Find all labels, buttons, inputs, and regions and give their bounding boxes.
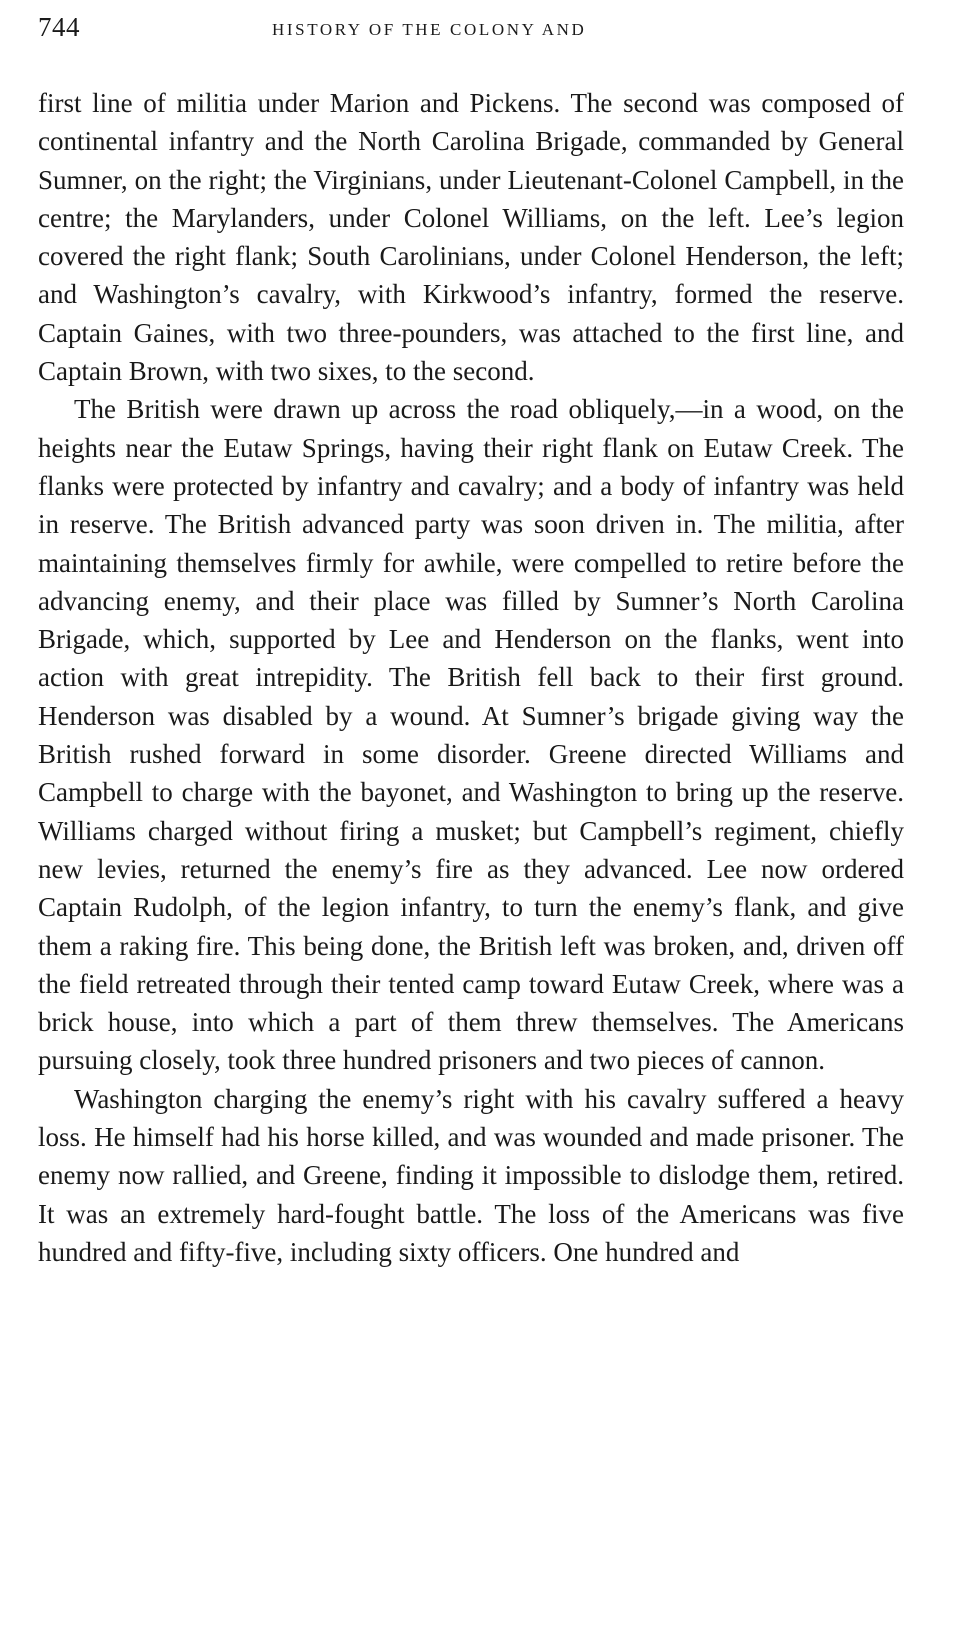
running-head: HISTORY OF THE COLONY AND xyxy=(272,20,587,39)
paragraph: Washington charging the enemy’s right with his cavalry suffered a heavy loss. He himself had his horse killed, and was wounded and made prisoner. The enemy now rallied, and Greene, finding it impossible to dislodge them, retired. It was an extremely hard-fought battle. The loss of the Americans was five hundred and fifty-five, including sixty officers. One hundred and xyxy=(38,1083,904,1267)
body-text xyxy=(38,84,904,1271)
page-header xyxy=(38,12,904,52)
page-number: 744 xyxy=(38,12,80,42)
paragraph-continued: first line of militia under Marion and Pickens. The second was composed of continental infantry and the North Carolina Brigade, commanded by General Sumner, on the right; the Virginians, under Lieutenant-Colonel Campbell, in the centre; the Marylanders, under Colonel Williams, on the left. Lee’s legion covered the right flank; South Carolinians, under Colonel Henderson, the left; and Washington’s cavalry, with Kirkwood’s infantry, formed the reserve. Captain Gaines, with two three-pounders, was attached to the first line, and Captain Brown, with two sixes, to the second. xyxy=(38,88,904,387)
paragraph: The British were drawn up across the road obliquely,—in a wood, on the heights near the Eutaw Springs, having their right flank on Eutaw Creek. The flanks were protected by infantry and cavalry; and a body of infantry was held in reserve. The British advanced party was soon driven in. The militia, after maintaining themselves firmly for awhile, were compelled to retire before the advancing enemy, and their place was filled by Sumner’s North Carolina Brigade, which, supported by Lee and Henderson on the flanks, went into action with great intrepidity. The British fell back to their first ground. Henderson was disabled by a wound. At Sumner’s brigade giving way the British rushed forward in some disorder. Greene directed Williams and Campbell to charge with the bayonet, and Washington to bring up the reserve. Williams charged without firing a musket; but Campbell’s regiment, chiefly new levies, returned the enemy’s fire as they advanced. Lee now ordered Captain Rudolph, of the legion infantry, to turn the enemy’s flank, and give them a raking fire. This being done, the British left was broken, and, driven off the field retreated through their tented camp toward Eutaw Creek, where was a brick house, into which a part of them threw themselves. The Americans pursuing closely, took three hundred prisoners and two pieces of cannon. xyxy=(38,394,904,1076)
